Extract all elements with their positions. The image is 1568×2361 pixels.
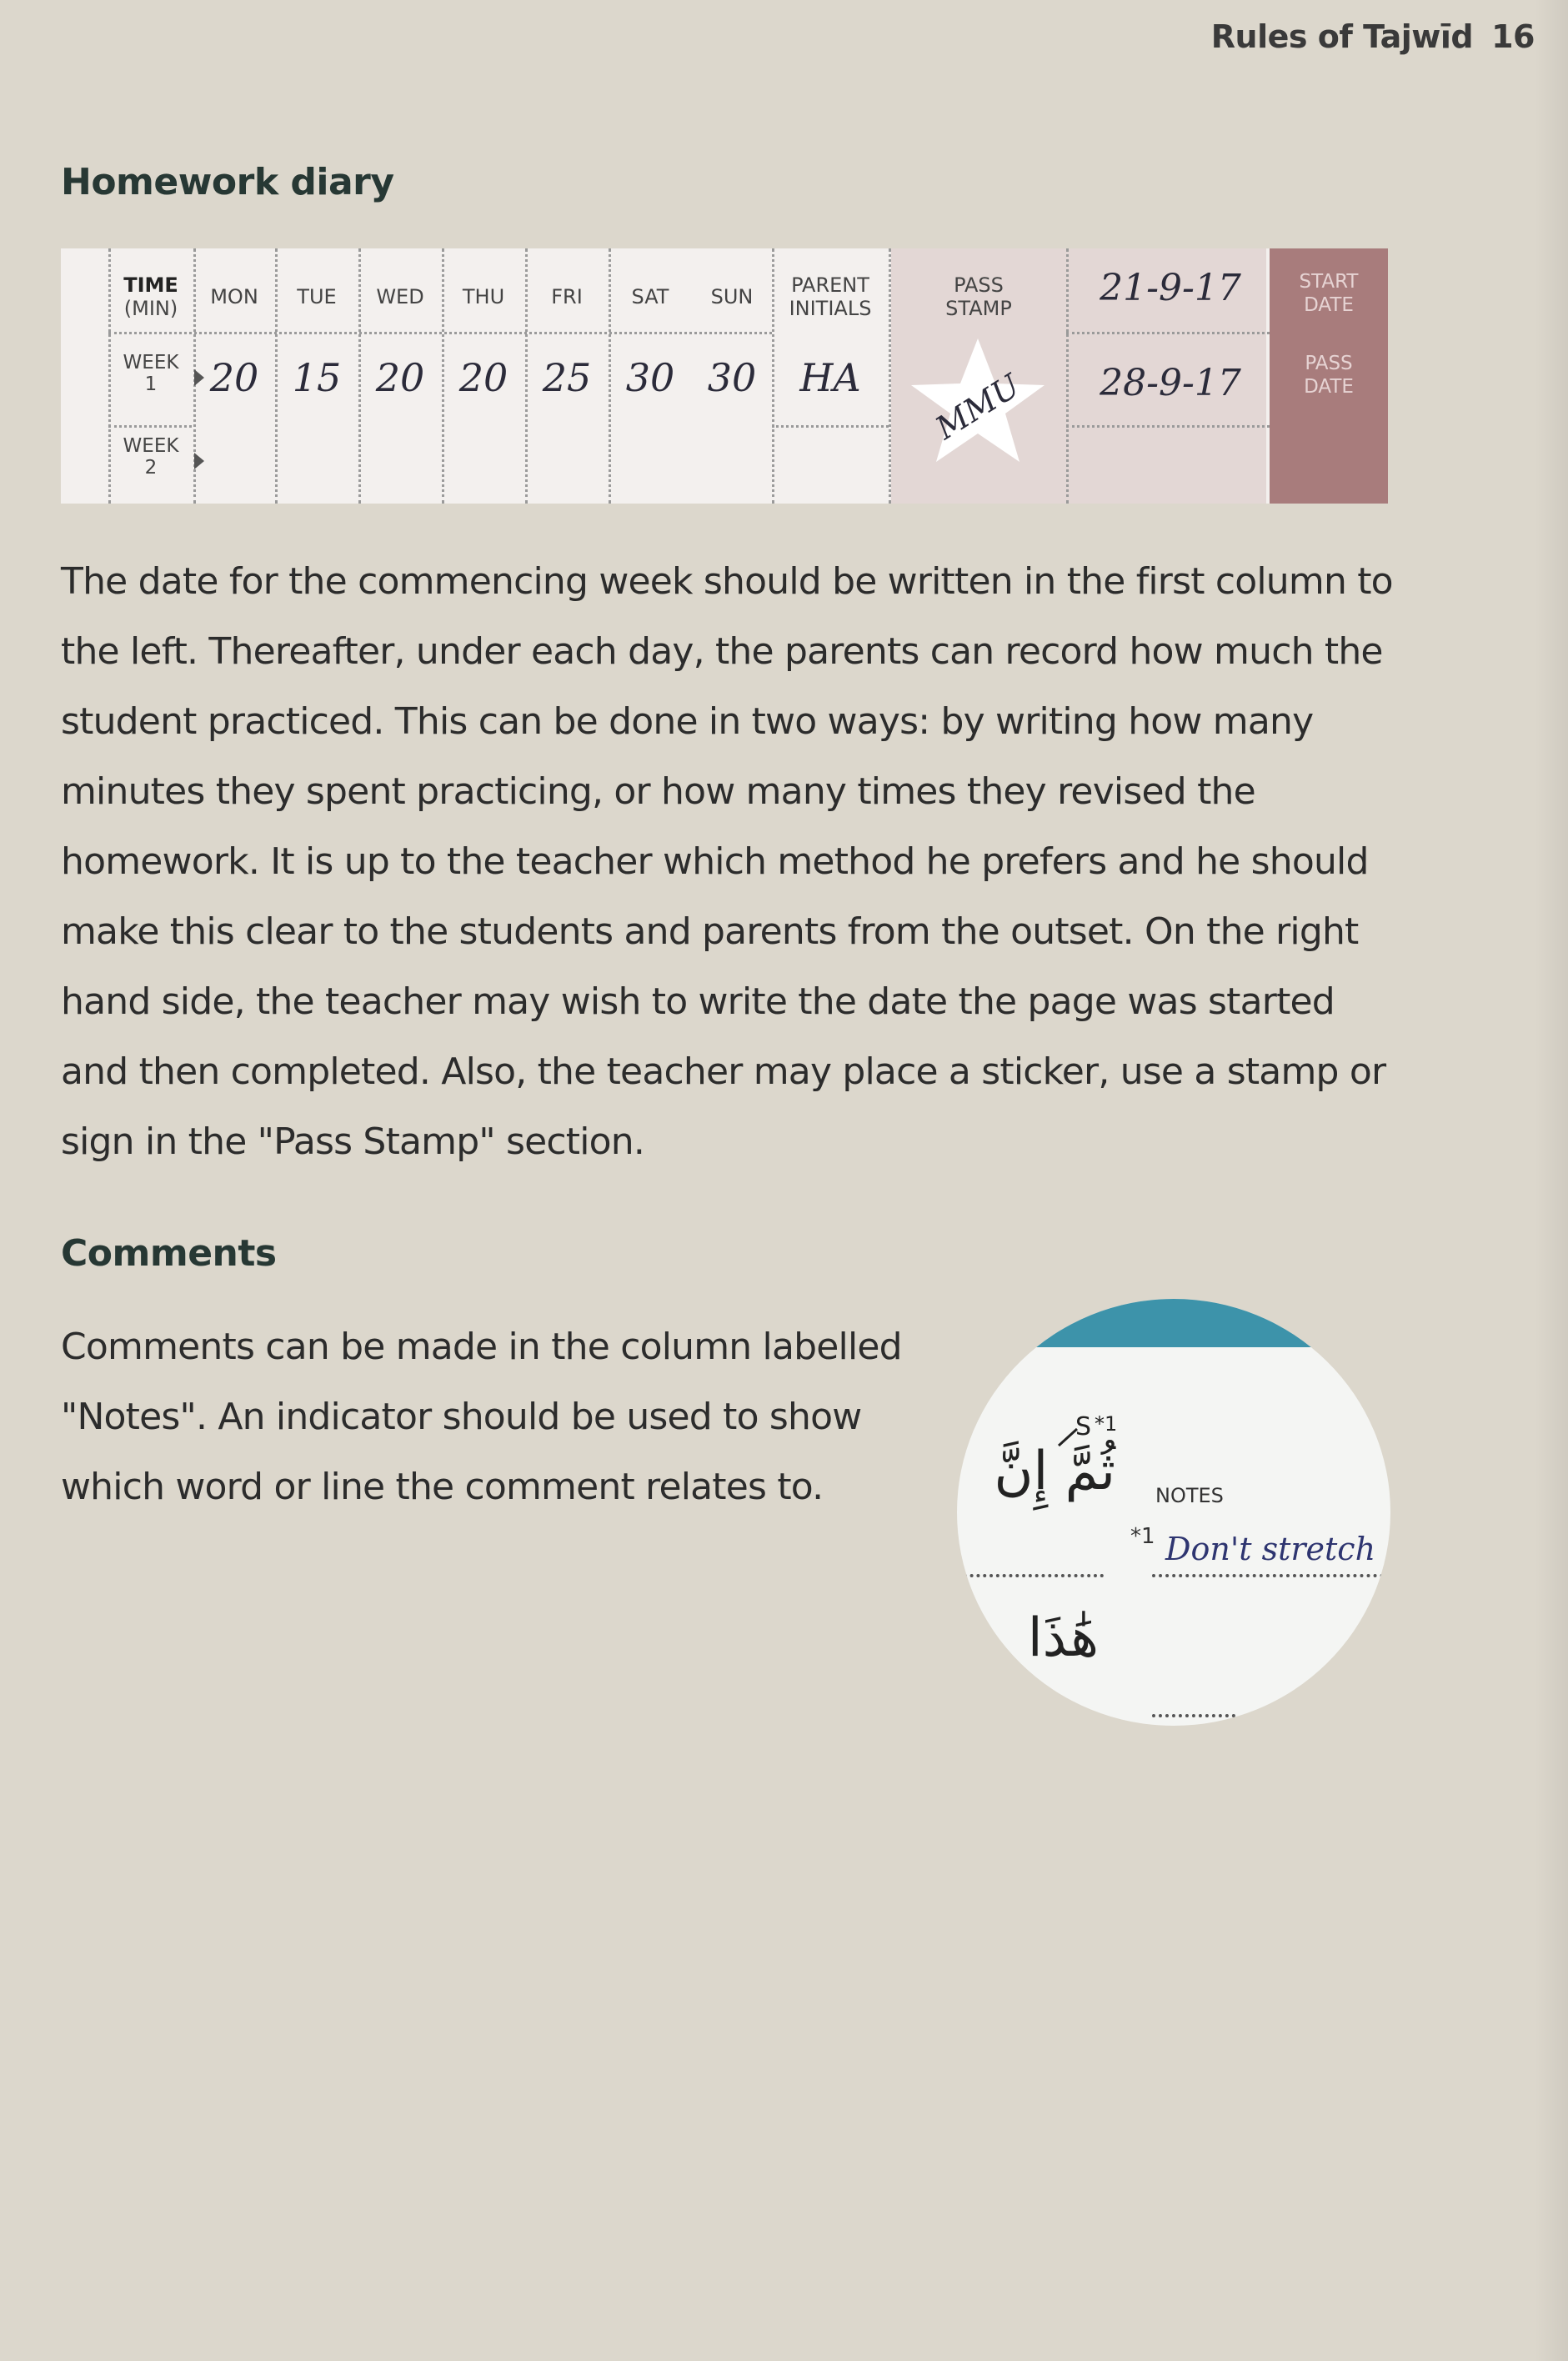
row-divider xyxy=(1066,332,1270,334)
week-2-label: WEEK 2 xyxy=(123,435,179,479)
dotted-line xyxy=(1152,1714,1235,1717)
page-edge-shadow xyxy=(1535,0,1568,2361)
day-header-sun: SUN xyxy=(710,285,754,308)
week-1-wed-value: 20 xyxy=(375,355,425,400)
day-header-wed: WED xyxy=(376,285,424,308)
row-divider xyxy=(1066,425,1270,428)
day-header-tue: TUE xyxy=(297,285,337,308)
day-header-fri: FRI xyxy=(551,285,583,308)
arabic-word-2: هَٰذَا xyxy=(1027,1607,1099,1669)
comments-heading: Comments xyxy=(61,1232,277,1275)
arabic-word-1: ثُمَّ إِنَّ xyxy=(994,1441,1115,1502)
start-date-value: 21-9-17 xyxy=(1100,267,1241,309)
notes-header-band xyxy=(957,1299,1390,1347)
week-1-fri-value: 25 xyxy=(542,355,592,400)
running-header xyxy=(1211,18,1535,55)
week-1-sat-value: 30 xyxy=(625,355,675,400)
dotted-line xyxy=(957,1574,1104,1577)
time-min-header: TIME (MIN) xyxy=(123,273,178,320)
row-divider xyxy=(108,425,192,428)
note-text: Don't stretch xyxy=(1165,1531,1376,1567)
day-header-mon: MON xyxy=(210,285,258,308)
pass-stamp-header: PASS STAMP xyxy=(945,273,1012,320)
dates-label-zone xyxy=(1270,248,1388,504)
day-header-sat: SAT xyxy=(631,285,669,308)
homework-diary-heading: Homework diary xyxy=(61,161,394,203)
week-1-label: WEEK 1 xyxy=(123,352,179,395)
row-divider xyxy=(108,332,772,334)
notes-example-illustration xyxy=(957,1299,1390,1726)
pass-date-value: 28-9-17 xyxy=(1100,362,1241,404)
indicator-mark: S $^{*1}$ xyxy=(1075,1412,1118,1441)
row-divider xyxy=(772,425,889,428)
book-title: Rules of Tajwīd xyxy=(1210,18,1474,55)
notes-label: NOTES xyxy=(1155,1484,1224,1507)
stamp-initials: MMU xyxy=(929,367,1027,447)
homework-diary-table xyxy=(61,248,1388,504)
pass-date-label: PASS DATE xyxy=(1304,353,1354,398)
note-marker: *1 xyxy=(1130,1524,1155,1549)
week-1-sun-value: 30 xyxy=(707,355,757,400)
week-2-arrow-icon xyxy=(194,453,204,469)
instructions-paragraph: The date for the commencing week should be written in the first column to the left. Thereafter, under each day, the parents can record how much the student practiced. This can be done in two ways: by writing how many minutes they spent practicing, or how many times they revised the homework. It is up to the teacher which method he prefers and he should make this clear to the students and parents from the outset. On the right hand side, the teacher may wish to write the date the page was started and then completed. Also, the teacher may place a sticker, use a stamp or sign in the "Pass Stamp" section. xyxy=(61,560,1393,1163)
week-1-parent-initials: HA xyxy=(799,355,861,400)
comments-paragraph: Comments can be made in the column labelled "Notes". An indicator should be used to show which word or line the comment relates to. xyxy=(61,1326,902,1508)
week-1-tue-value: 15 xyxy=(292,355,342,400)
parent-initials-header: PARENT INITIALS xyxy=(789,273,872,320)
page-number: 16 xyxy=(1491,18,1535,55)
dotted-line xyxy=(1152,1574,1390,1577)
day-header-thu: THU xyxy=(462,285,505,308)
week-1-thu-value: 20 xyxy=(458,355,508,400)
start-date-label: START DATE xyxy=(1299,271,1359,316)
week-1-mon-value: 20 xyxy=(209,355,259,400)
